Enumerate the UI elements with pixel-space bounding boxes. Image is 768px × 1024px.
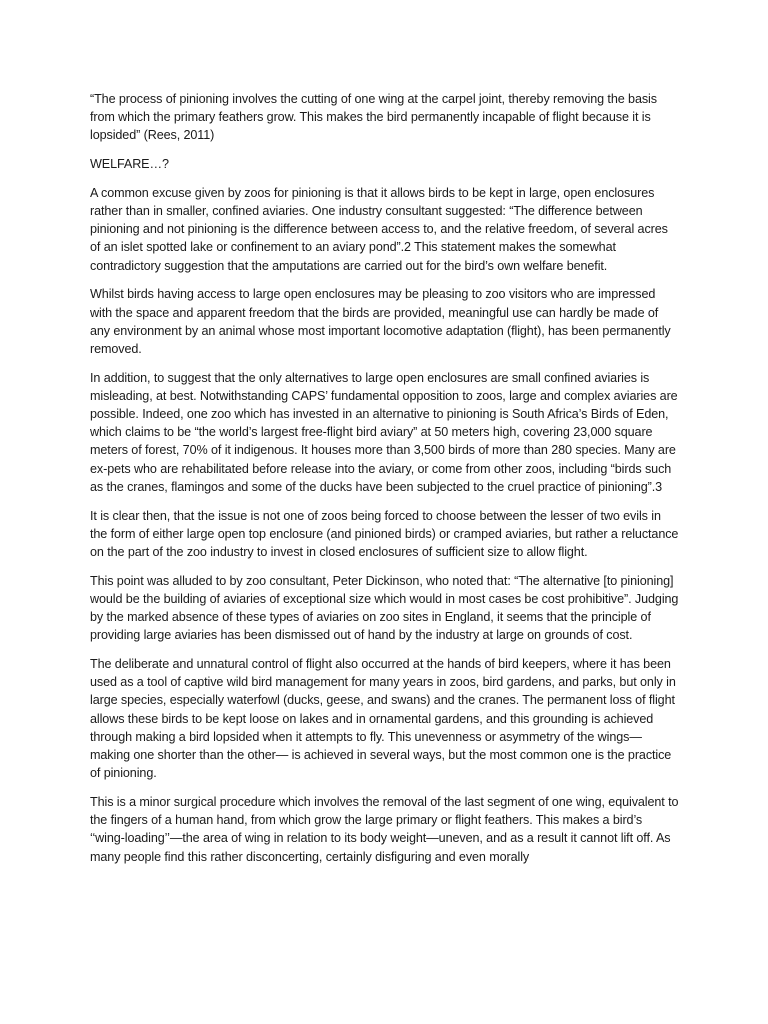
paragraph: Whilst birds having access to large open enclosures may be pleasing to zoo visitors who are impressed with the space and apparent freedom that the birds are provided, meaningful use can hardly be made of any environment by an animal whose most important locomotive adaptation (flight), has been permanently removed. bbox=[90, 287, 671, 356]
section-heading: WELFARE…? bbox=[90, 157, 169, 172]
paragraph: This is a minor surgical procedure which involves the removal of the last segment of one wing, equivalent to the fingers of a human hand, from which grow the large primary or flight feathers. This makes a bird’s ‘‘wing-loading’’—the area of wing in relation to its body weight—uneven, and as a result it cannot lift off. As many people find this rather disconcerting, certainly disfiguring and even morally bbox=[90, 794, 679, 864]
paragraph: It is clear then, that the issue is not one of zoos being forced to choose between the lesser of two evils in the form of either large open top enclosure (and pinioned birds) or cramped aviaries, but rather a reluctance on the part of the zoo industry to invest in closed enclosures of sufficient size to allow flight. bbox=[90, 508, 679, 559]
document-body bbox=[90, 90, 680, 876]
paragraph: The deliberate and unnatural control of flight also occurred at the hands of bird keepers, where it has been used as a tool of captive wild bird management for many years in zoos, bird gardens, and parks, but only in large species, especially waterfowl (ducks, geese, and swans) and the cranes. The permanent loss of flight allows these birds to be kept loose on lakes and in ornamental gardens, and this grounding is achieved through making a bird lopsided when it attempts to fly. This unevenness or asymmetry of the wings—making one shorter than the other— is achieved in several ways, but the most common one is the practice of pinioning. bbox=[90, 656, 676, 781]
paragraph: This point was alluded to by zoo consultant, Peter Dickinson, who noted that: “The alternative [to pinioning] would be the building of aviaries of exceptional size which would in most cases be cost prohibitive”. Judging by the marked absence of these types of aviaries on zoo sites in England, it seems that the principle of providing large aviaries has been dismissed out of hand by the industry at large on grounds of cost. bbox=[90, 573, 679, 643]
quote-paragraph: “The process of pinioning involves the cutting of one wing at the carpel joint, thereby removing the basis from which the primary feathers grow. This makes the bird permanently incapable of flight because it is lopsided” (Rees, 2011) bbox=[90, 92, 657, 143]
paragraph: A common excuse given by zoos for pinioning is that it allows birds to be kept in large, open enclosures rather than in smaller, confined aviaries. One industry consultant suggested: “The difference between pinioning and not pinioning is the difference between access to, and the relative freedom, of several acres of an islet spotted lake or confinement to an aviary pond”.2 This statement makes the somewhat contradictory suggestion that the amputations are carried out for the bird’s own welfare benefit. bbox=[90, 185, 668, 273]
paragraph: In addition, to suggest that the only alternatives to large open enclosures are small confined aviaries is misleading, at best. Notwithstanding CAPS’ fundamental opposition to zoos, large and complex aviaries are possible. Indeed, one zoo which has invested in an alternative to pinioning is South Africa’s Birds of Eden, which claims to be “the world’s largest free-flight bird aviary” at 50 meters high, covering 23,000 square meters of forest, 70% of it indigenous. It houses more than 3,500 birds of more than 280 species. Many are ex-pets who are rehabilitated before release into the aviary, or come from other zoos, including “birds such as the cranes, flamingos and some of the ducks have been subjected to the cruel practice of pinioning”.3 bbox=[90, 370, 678, 494]
